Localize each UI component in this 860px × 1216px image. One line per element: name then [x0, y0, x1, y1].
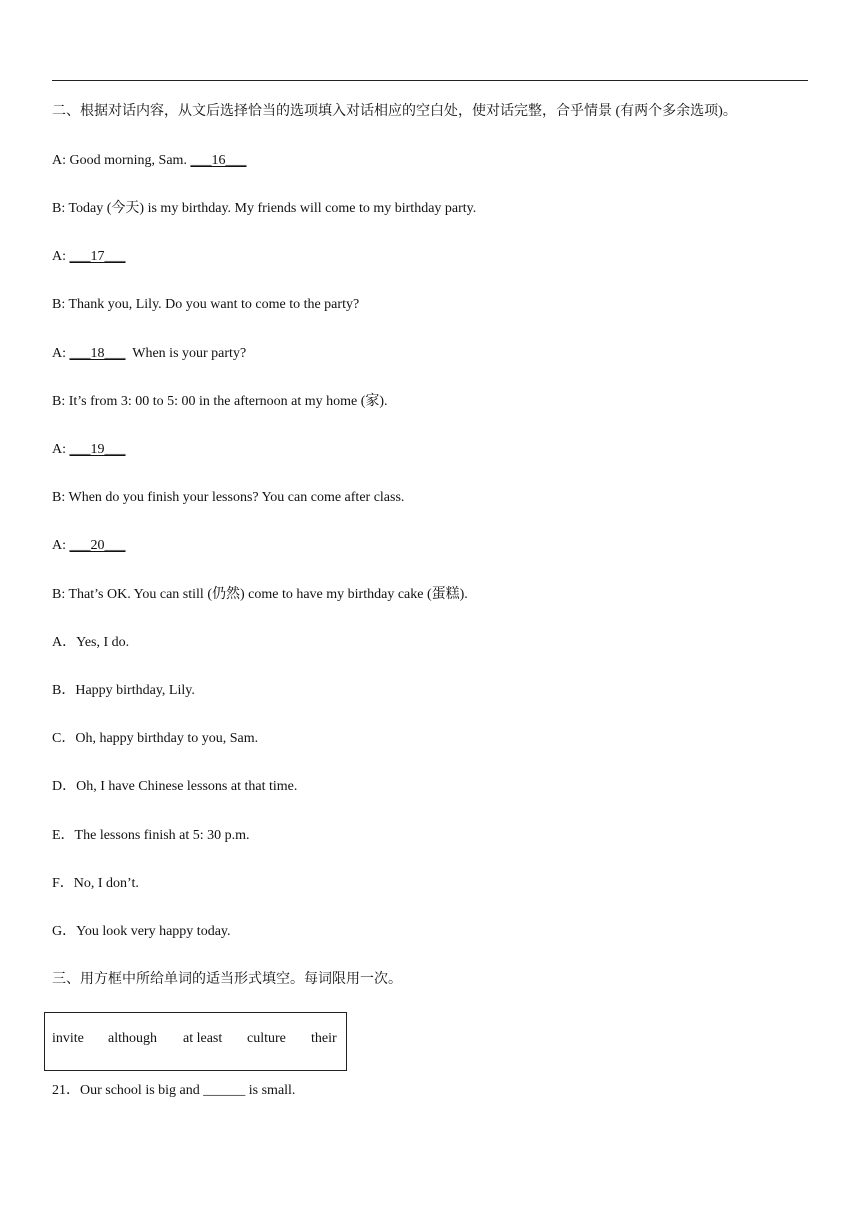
option-e: E．The lessons finish at 5: 30 p.m.	[52, 828, 250, 843]
word-box-item: invite	[52, 1031, 84, 1046]
answer-blank-19: ___19___	[69, 442, 126, 457]
word-box-item: their	[311, 1031, 337, 1046]
dialogue-line-10	[52, 586, 468, 604]
dialogue-text: A:	[52, 538, 70, 553]
dialogue-line-5	[52, 345, 246, 363]
dialogue-text: A:	[52, 442, 70, 457]
option-b: B．Happy birthday, Lily.	[52, 683, 195, 698]
word-box-item: culture	[247, 1031, 286, 1046]
dialogue-text: A:	[52, 346, 70, 361]
option-c: C．Oh, happy birthday to you, Sam.	[52, 731, 259, 746]
dialogue-text: B: That’s OK. You can still (仍然) come to have my birthday cake (蛋糕).	[52, 587, 468, 602]
answer-blank-18: ___18___	[69, 346, 126, 361]
dialogue-text: B: Today (今天) is my birthday. My friends will come to my birthday party.	[52, 201, 477, 216]
option-g: G．You look very happy today.	[52, 924, 231, 939]
header-rule	[52, 80, 808, 81]
dialogue-text: B: It’s from 3: 00 to 5: 00 in the afternoon at my home (家).	[52, 394, 388, 409]
section-3-heading: 三、用方框中所给单词的适当形式填空。每词限用一次。	[52, 972, 402, 987]
dialogue-text: B: When do you finish your lessons? You can come after class.	[52, 490, 405, 505]
section-2-heading: 二、根据对话内容，从文后选择恰当的选项填入对话相应的空白处，使对话完整，合乎情景 (有两个多余选项)。	[52, 104, 737, 119]
dialogue-line-6	[52, 393, 388, 411]
dialogue-after: When is your party?	[125, 346, 247, 361]
dialogue-line-9	[52, 537, 126, 555]
word-box	[44, 1012, 347, 1071]
question-21: 21．Our school is big and ______ is small.	[52, 1083, 296, 1098]
option-d: D．Oh, I have Chinese lessons at that time.	[52, 779, 298, 794]
option-f: F．No, I don’t.	[52, 876, 139, 891]
answer-blank-17: ___17___	[69, 249, 126, 264]
dialogue-text: A: Good morning, Sam.	[52, 153, 191, 168]
dialogue-line-1	[52, 152, 246, 170]
dialogue-text: A:	[52, 249, 70, 264]
word-box-item: although	[108, 1031, 157, 1046]
answer-blank-20: ___20___	[69, 538, 126, 553]
dialogue-line-2	[52, 200, 476, 218]
dialogue-line-7	[52, 441, 126, 459]
dialogue-line-3	[52, 248, 126, 266]
dialogue-text: B: Thank you, Lily. Do you want to come to the party?	[52, 297, 360, 312]
option-a: A．Yes, I do.	[52, 635, 130, 650]
dialogue-line-8	[52, 489, 404, 507]
answer-blank-16: ___16___	[190, 153, 247, 168]
dialogue-line-4	[52, 296, 359, 314]
word-box-item: at least	[183, 1031, 223, 1046]
